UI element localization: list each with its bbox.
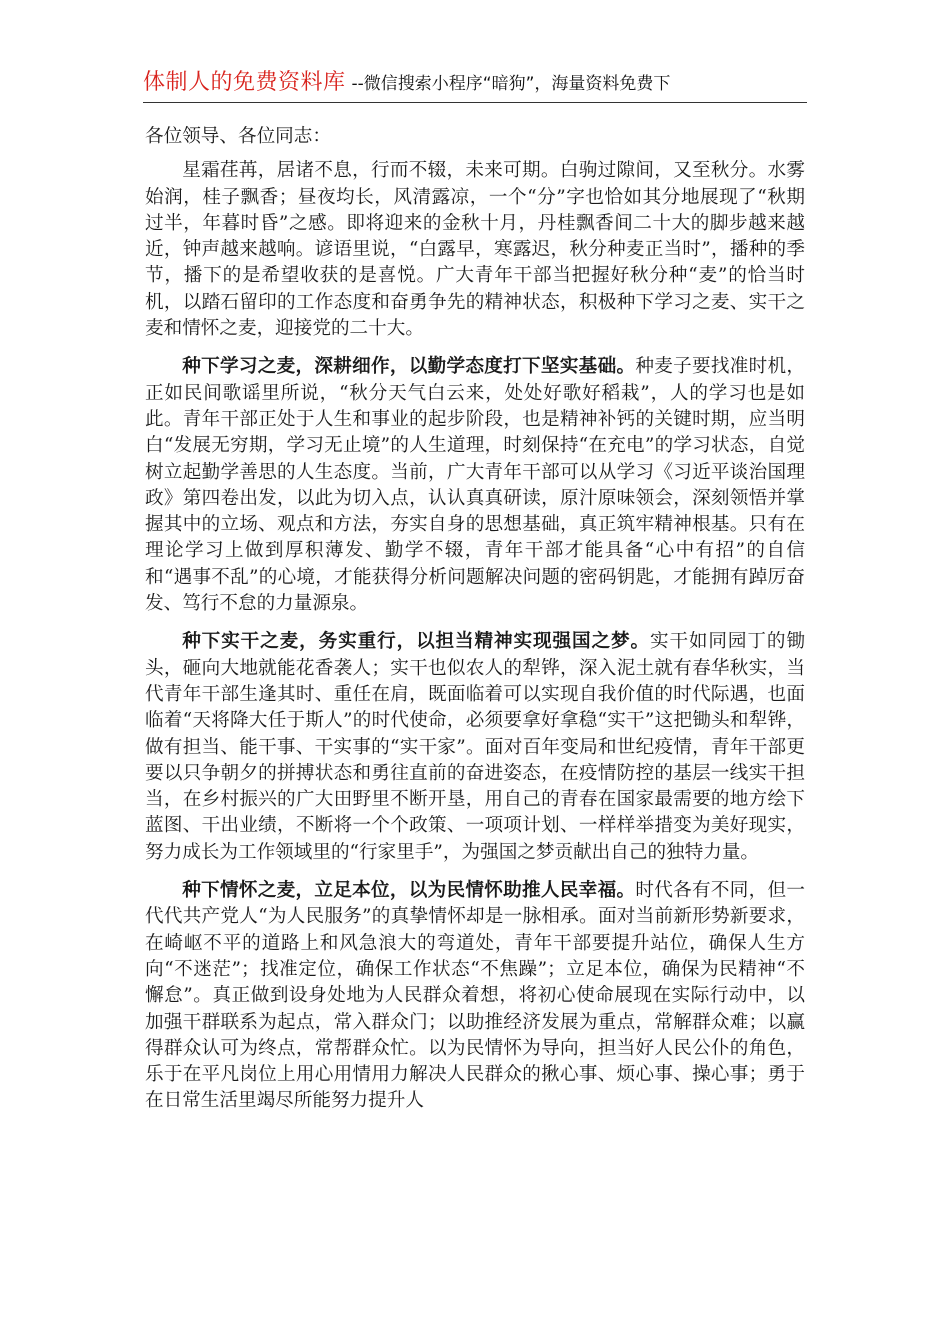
header-brand: 体制人的免费资料库 (143, 70, 346, 95)
paragraph-study (145, 354, 805, 617)
page-header (143, 66, 807, 103)
paragraph-practice (145, 629, 805, 866)
paragraph-body: 种麦子要找准时机，正如民间歌谣里所说，“秋分天气白云来，处处好歌好稻栽”，人的学习也是如此。青年干部正处于人生和事业的起步阶段，也是精神补钙的关键时期，应当明白“发展无穷期，学习无止境”的人生道理，时刻保持“在充电”的学习状态，自觉树立起勤学善思的人生态度。当前，广大青年干部可以从学习《习近平谈治国理政》第四卷出发，以此为切入点，认认真真研读，原汁原味领会，深刻领悟并掌握其中的立场、观点和方法，夯实自身的思想基础，真正筑牢精神根基。只有在理论学习上做到厚积薄发、勤学不辍，青年干部才能具备“心中有招”的自信和“遇事不乱”的心境，才能获得分析问题解决问题的密码钥匙，才能拥有踔厉奋发、笃行不怠的力量源泉。 (145, 356, 805, 615)
header-tagline: --微信搜索小程序“暗狗”，海量资料免费下 (351, 74, 671, 94)
paragraph-lead: 种下学习之麦，深耕细作，以勤学态度打下坚实基础。 (182, 356, 636, 378)
salutation: 各位领导、各位同志： (145, 126, 331, 147)
paragraph-body: 星霜荏苒，居诸不息，行而不辍，未来可期。白驹过隙间，又至秋分。水雾始润，桂子飘香；昼夜均长，风清露凉，一个“分”字也恰如其分地展现了“秋期过半，年暮时昏”之感。即将迎来的金秋十月，丹桂飘香间二十大的脚步越来越近，钟声越来越响。谚语里说，“白露早，寒露迟，秋分种麦正当时”，播种的季节，播下的是希望收获的是喜悦。广大青年干部当把握好秋分种“麦”的恰当时机，以踏石留印的工作态度和奋勇争先的精神状态，积极种下学习之麦、实干之麦和情怀之麦，迎接党的二十大。 (145, 160, 805, 340)
paragraph-intro (145, 158, 805, 342)
paragraph-body: 实干如同园丁的锄头，砸向大地就能花香袭人；实干也似农人的犁铧，深入泥土就有春华秋实，当代青年干部生逢其时、重任在肩，既面临着可以实现自我价值的时代际遇，也面临着“天将降大任于斯人”的时代使命，必须要拿好拿稳“实干”这把锄头和犁铧，做有担当、能干事、干实事的“实干家”。面对百年变局和世纪疫情，青年干部更要以只争朝夕的拼搏状态和勇往直前的奋进姿态，在疫情防控的基层一线实干担当，在乡村振兴的广大田野里不断开垦，用自己的青春在国家最需要的地方绘下蓝图、干出业绩，不断将一个个政策、一项项计划、一样样举措变为美好现实，努力成长为工作领域里的“行家里手”，为强国之梦贡献出自己的独特力量。 (145, 631, 805, 863)
paragraph-lead: 种下实干之麦，务实重行，以担当精神实现强国之梦。 (182, 631, 650, 653)
document-body (145, 124, 805, 1127)
paragraph-body: 时代各有不同，但一代代共产党人“为人民服务”的真挚情怀却是一脉相承。面对当前新形势新要求，在崎岖不平的道路上和风急浪大的弯道处，青年干部要提升站位，确保人生方向“不迷茫”；找准定位，确保工作状态“不焦躁”；立足本位，确保为民精神“不懈怠”。真正做到设身处地为人民群众着想，将初心使命展现在实际行动中，以加强干群联系为起点，常入群众门；以助推经济发展为重点，常解群众难；以赢得群众认可为终点，常帮群众忙。以为民情怀为导向，担当好人民公仆的角色，乐于在平凡岗位上用心用情用力解决人民群众的揪心事、烦心事、操心事；勇于在日常生活里竭尽所能努力提升人 (145, 880, 805, 1112)
paragraph-lead: 种下情怀之麦，立足本位，以为民情怀助推人民幸福。 (182, 880, 636, 902)
paragraph-sentiment (145, 878, 805, 1115)
